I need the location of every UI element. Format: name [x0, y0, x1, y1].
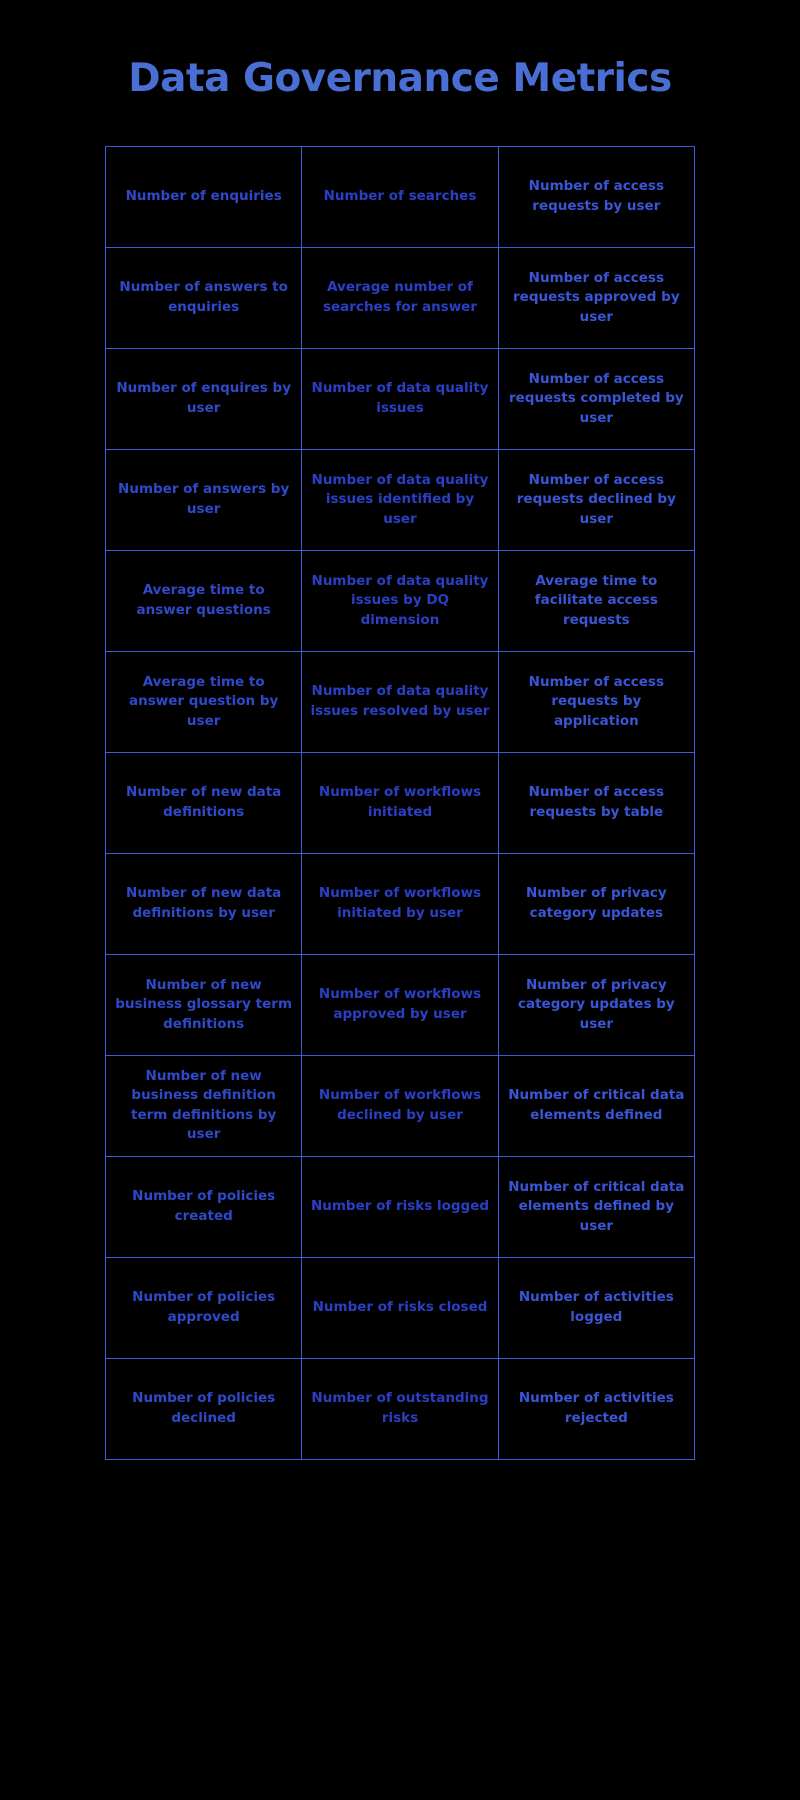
- metric-cell: Average time to answer question by user: [106, 651, 302, 752]
- metric-cell: Number of risks closed: [302, 1257, 498, 1358]
- metric-cell: Number of privacy category updates by user: [498, 954, 694, 1055]
- metrics-table-body: [106, 146, 695, 1459]
- table-row: [106, 1358, 695, 1459]
- metric-cell: Number of access requests by application: [498, 651, 694, 752]
- metric-cell: Number of workflows initiated: [302, 752, 498, 853]
- metrics-table: [105, 146, 695, 1460]
- metric-cell: Number of new business glossary term definitions: [106, 954, 302, 1055]
- metric-cell: Number of access requests approved by user: [498, 247, 694, 348]
- metric-cell: Number of enquires by user: [106, 348, 302, 449]
- table-row: [106, 550, 695, 651]
- metric-cell: Number of access requests declined by user: [498, 449, 694, 550]
- metric-cell: Number of searches: [302, 146, 498, 247]
- table-row: [106, 1156, 695, 1257]
- metric-cell: Number of answers by user: [106, 449, 302, 550]
- metric-cell: Number of access requests by user: [498, 146, 694, 247]
- table-row: [106, 752, 695, 853]
- metric-cell: Number of risks logged: [302, 1156, 498, 1257]
- metric-cell: Number of data quality issues resolved by user: [302, 651, 498, 752]
- table-row: [106, 247, 695, 348]
- metric-cell: Number of policies created: [106, 1156, 302, 1257]
- metric-cell: Number of activities logged: [498, 1257, 694, 1358]
- metric-cell: Number of privacy category updates: [498, 853, 694, 954]
- page-title: Data Governance Metrics: [128, 56, 672, 101]
- table-row: [106, 1257, 695, 1358]
- metrics-grid-wrapper: [105, 146, 695, 1460]
- metric-cell: Number of new data definitions: [106, 752, 302, 853]
- table-row: [106, 651, 695, 752]
- metric-cell: Number of activities rejected: [498, 1358, 694, 1459]
- metric-cell: Average number of searches for answer: [302, 247, 498, 348]
- metric-cell: Number of data quality issues by DQ dimension: [302, 550, 498, 651]
- metric-cell: Number of enquiries: [106, 146, 302, 247]
- metric-cell: Number of policies approved: [106, 1257, 302, 1358]
- table-row: [106, 954, 695, 1055]
- metric-cell: Number of new business definition term definitions by user: [106, 1055, 302, 1156]
- metric-cell: Number of answers to enquiries: [106, 247, 302, 348]
- metric-cell: Number of workflows approved by user: [302, 954, 498, 1055]
- metric-cell: Average time to facilitate access requests: [498, 550, 694, 651]
- metric-cell: Number of outstanding risks: [302, 1358, 498, 1459]
- metric-cell: Number of policies declined: [106, 1358, 302, 1459]
- table-row: [106, 1055, 695, 1156]
- metric-cell: Number of data quality issues: [302, 348, 498, 449]
- metric-cell: Average time to answer questions: [106, 550, 302, 651]
- metric-cell: Number of workflows initiated by user: [302, 853, 498, 954]
- metric-cell: Number of workflows declined by user: [302, 1055, 498, 1156]
- table-row: [106, 853, 695, 954]
- table-row: [106, 348, 695, 449]
- table-row: [106, 449, 695, 550]
- metric-cell: Number of access requests completed by user: [498, 348, 694, 449]
- metric-cell: Number of critical data elements defined by user: [498, 1156, 694, 1257]
- metric-cell: Number of data quality issues identified by user: [302, 449, 498, 550]
- metric-cell: Number of access requests by table: [498, 752, 694, 853]
- metric-cell: Number of critical data elements defined: [498, 1055, 694, 1156]
- table-row: [106, 146, 695, 247]
- metric-cell: Number of new data definitions by user: [106, 853, 302, 954]
